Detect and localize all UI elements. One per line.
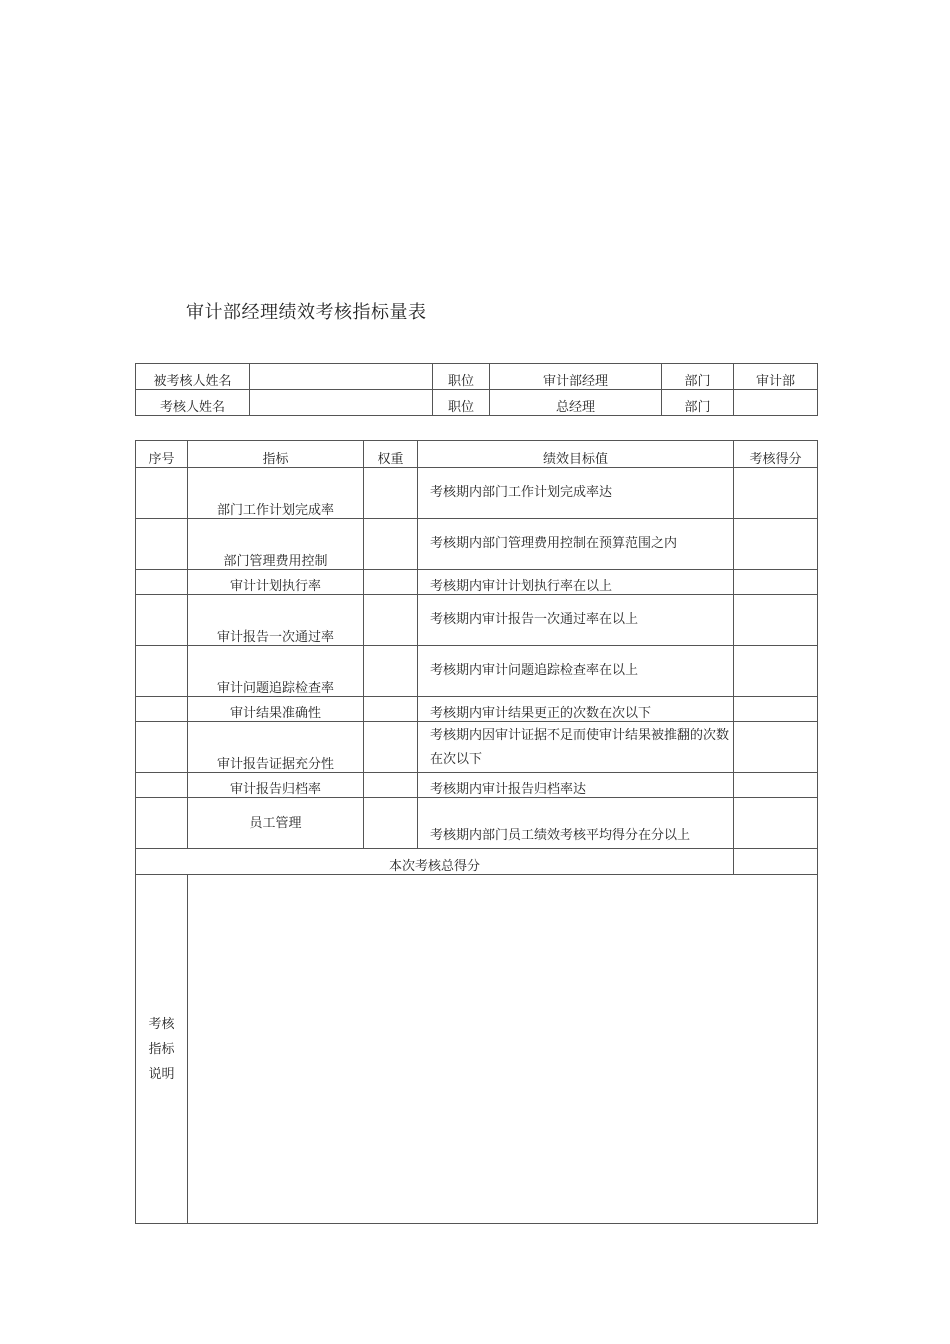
table-row: [136, 773, 818, 798]
indicator-cell: 审计结果准确性: [188, 697, 364, 722]
assessee-dept-value: 审计部: [734, 364, 818, 390]
indicator-cell: 员工管理: [188, 798, 364, 849]
table-row: [136, 570, 818, 595]
score-cell[interactable]: [734, 798, 818, 849]
assessor-position-value: 总经理: [490, 390, 662, 416]
seq-cell: [136, 519, 188, 570]
target-cell: 考核期内部门工作计划完成率达: [418, 468, 734, 519]
weight-cell[interactable]: [364, 519, 418, 570]
indicator-cell: 审计报告归档率: [188, 773, 364, 798]
target-cell: 考核期内审计报告一次通过率在以上: [418, 595, 734, 646]
weight-cell[interactable]: [364, 798, 418, 849]
assessee-dept-label: 部门: [662, 364, 734, 390]
indicator-cell: 部门工作计划完成率: [188, 468, 364, 519]
target-cell: 考核期内因审计证据不足而使审计结果被推翻的次数在次以下: [418, 722, 734, 773]
score-cell[interactable]: [734, 519, 818, 570]
info-row-assessor: [136, 390, 818, 416]
header-weight: 权重: [364, 441, 418, 468]
table-row: [136, 519, 818, 570]
indicator-table: [135, 440, 818, 1224]
table-row: [136, 468, 818, 519]
table-row: [136, 646, 818, 697]
indicator-cell: 审计问题追踪检查率: [188, 646, 364, 697]
assessee-position-value: 审计部经理: [490, 364, 662, 390]
score-cell[interactable]: [734, 646, 818, 697]
table-row: [136, 722, 818, 773]
seq-cell: [136, 798, 188, 849]
header-target: 绩效目标值: [418, 441, 734, 468]
assessor-name-label: 考核人姓名: [136, 390, 250, 416]
header-seq: 序号: [136, 441, 188, 468]
score-cell[interactable]: [734, 468, 818, 519]
weight-cell[interactable]: [364, 697, 418, 722]
target-cell: 考核期内部门员工绩效考核平均得分在分以上: [418, 798, 734, 849]
notes-label-line: 说明: [148, 1066, 175, 1082]
target-cell: 考核期内审计计划执行率在以上: [418, 570, 734, 595]
seq-cell: [136, 646, 188, 697]
seq-cell: [136, 697, 188, 722]
target-cell: 考核期内审计问题追踪检查率在以上: [418, 646, 734, 697]
weight-cell[interactable]: [364, 570, 418, 595]
total-score-cell[interactable]: [734, 849, 818, 875]
score-cell[interactable]: [734, 697, 818, 722]
indicator-cell: 审计报告一次通过率: [188, 595, 364, 646]
notes-label: [136, 875, 188, 1224]
indicator-cell: 审计计划执行率: [188, 570, 364, 595]
weight-cell[interactable]: [364, 468, 418, 519]
info-table: [135, 363, 818, 416]
total-score-label: 本次考核总得分: [136, 849, 734, 875]
target-cell: 考核期内审计报告归档率达: [418, 773, 734, 798]
target-cell: 考核期内审计结果更正的次数在次以下: [418, 697, 734, 722]
score-cell[interactable]: [734, 595, 818, 646]
score-cell[interactable]: [734, 570, 818, 595]
notes-row: [136, 875, 818, 1224]
header-indicator: 指标: [188, 441, 364, 468]
seq-cell: [136, 595, 188, 646]
assessor-position-label: 职位: [433, 390, 490, 416]
weight-cell[interactable]: [364, 773, 418, 798]
header-score: 考核得分: [734, 441, 818, 468]
target-cell: 考核期内部门管理费用控制在预算范围之内: [418, 519, 734, 570]
indicator-cell: 部门管理费用控制: [188, 519, 364, 570]
score-cell[interactable]: [734, 773, 818, 798]
seq-cell: [136, 468, 188, 519]
table-row: [136, 697, 818, 722]
total-row: [136, 849, 818, 875]
info-row-assessee: [136, 364, 818, 390]
assessor-dept-label: 部门: [662, 390, 734, 416]
assessor-name-field[interactable]: [250, 390, 433, 416]
assessee-name-field[interactable]: [250, 364, 433, 390]
table-header-row: [136, 441, 818, 468]
seq-cell: [136, 773, 188, 798]
table-row: [136, 798, 818, 849]
seq-cell: [136, 722, 188, 773]
page-title: 审计部经理绩效考核指标量表: [186, 302, 427, 323]
indicator-cell: 审计报告证据充分性: [188, 722, 364, 773]
weight-cell[interactable]: [364, 595, 418, 646]
assessee-name-label: 被考核人姓名: [136, 364, 250, 390]
assessor-dept-value[interactable]: [734, 390, 818, 416]
weight-cell[interactable]: [364, 722, 418, 773]
notes-label-line: 指标: [148, 1041, 175, 1057]
notes-content[interactable]: [188, 875, 818, 1224]
seq-cell: [136, 570, 188, 595]
weight-cell[interactable]: [364, 646, 418, 697]
assessee-position-label: 职位: [433, 364, 490, 390]
notes-label-line: 考核: [148, 1016, 175, 1032]
score-cell[interactable]: [734, 722, 818, 773]
table-row: [136, 595, 818, 646]
